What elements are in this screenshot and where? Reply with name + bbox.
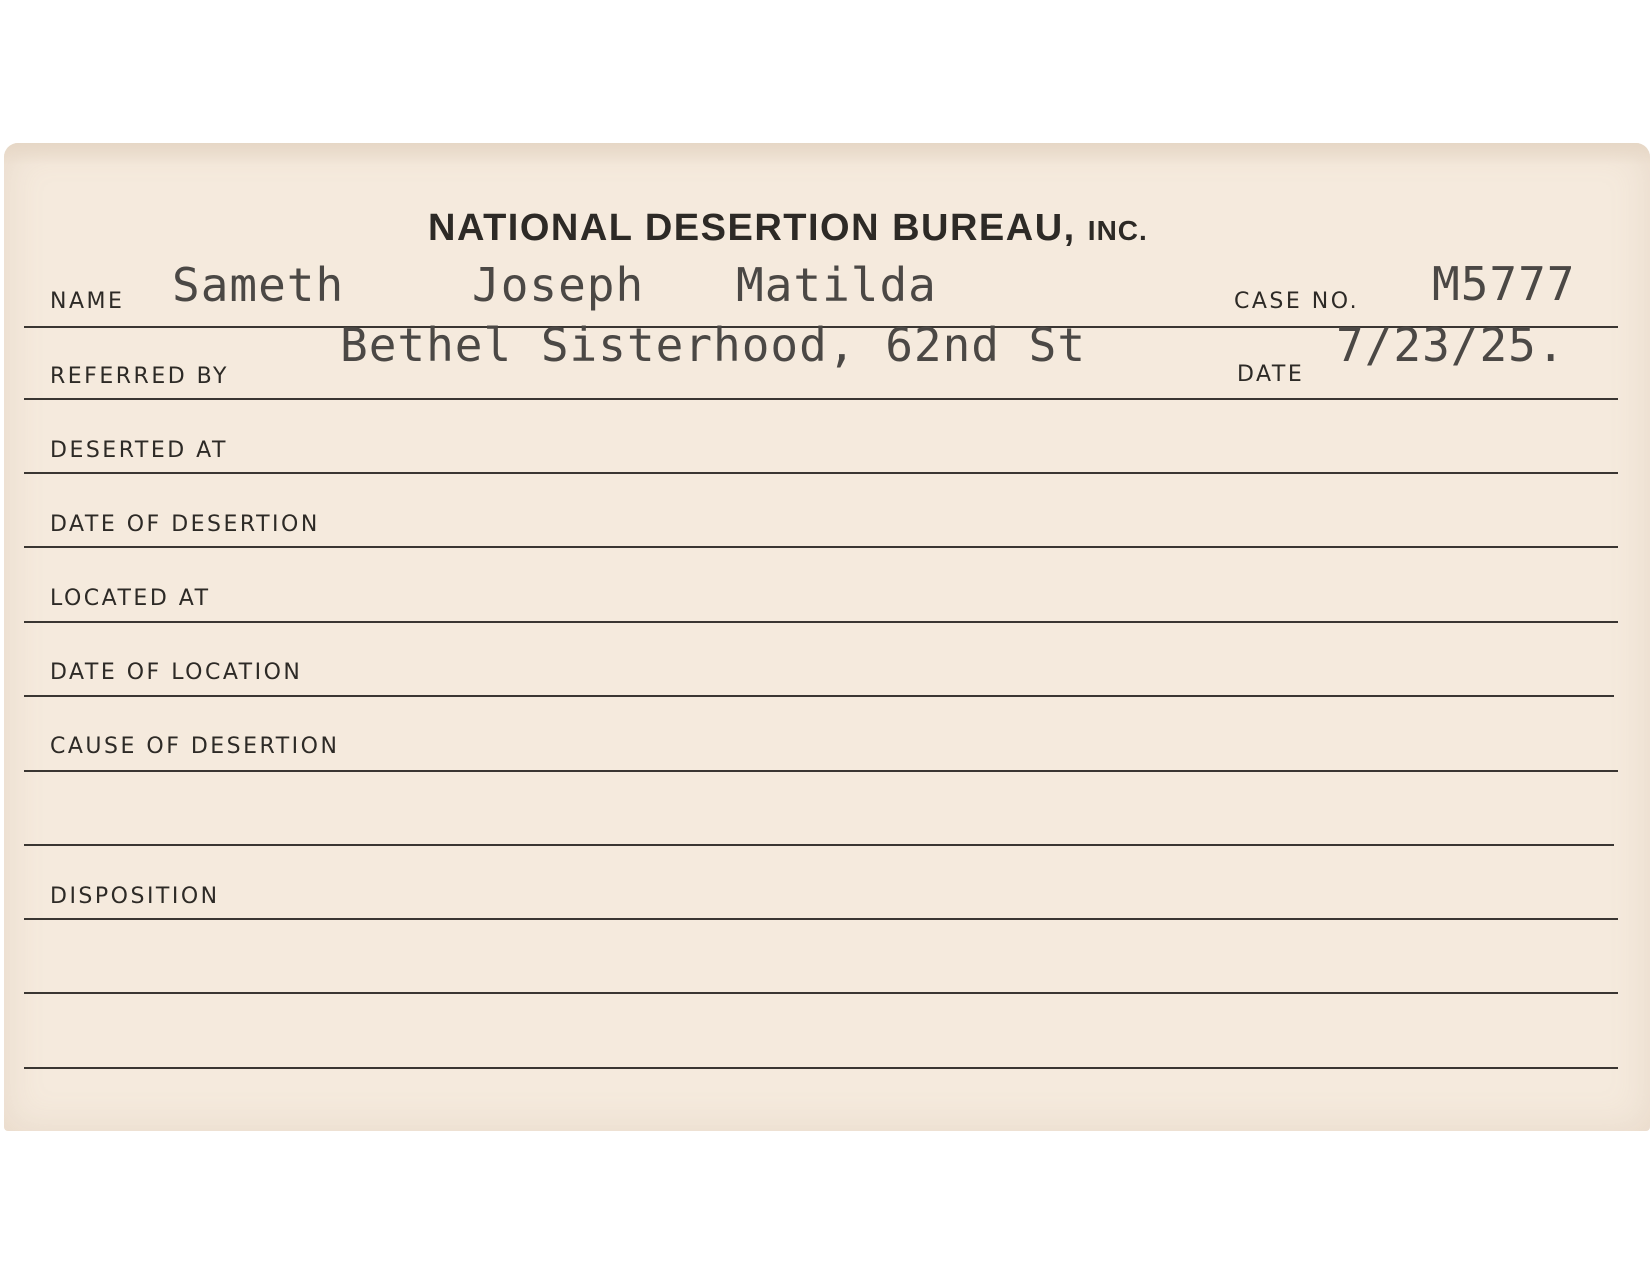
name-first-value: Joseph	[472, 258, 645, 312]
referred-by-label: REFERRED BY	[50, 364, 229, 389]
disposition-line-3	[24, 1067, 1618, 1069]
located-at-label: LOCATED AT	[50, 586, 211, 611]
deserted-at-line	[24, 472, 1618, 474]
name-label: NAME	[50, 289, 125, 314]
located-at-line	[24, 621, 1618, 623]
bureau-title-suffix: INC.	[1087, 215, 1148, 246]
name-spouse-value: Matilda	[736, 258, 937, 312]
date-of-location-label: DATE OF LOCATION	[50, 660, 303, 685]
date-label: DATE	[1237, 362, 1305, 387]
cause-of-desertion-line-2	[24, 844, 1614, 846]
date-of-desertion-line	[24, 546, 1618, 548]
referred-by-line	[24, 398, 1618, 400]
date-value: 7/23/25.	[1336, 318, 1566, 372]
name-last-value: Sameth	[172, 258, 345, 312]
disposition-line-2	[24, 992, 1618, 994]
bureau-heading	[428, 207, 1148, 250]
bureau-title: NATIONAL DESERTION BUREAU,	[428, 207, 1076, 249]
deserted-at-label: DESERTED AT	[50, 438, 228, 463]
date-of-desertion-label: DATE OF DESERTION	[50, 512, 320, 537]
cause-of-desertion-label: CAUSE OF DESERTION	[50, 734, 340, 759]
card-edge	[4, 143, 1650, 165]
referred-by-value: Bethel Sisterhood, 62nd St	[340, 318, 1087, 372]
case-no-value: M5777	[1432, 257, 1576, 311]
disposition-line	[24, 918, 1618, 920]
cause-of-desertion-line	[24, 770, 1618, 772]
case-no-label: CASE NO.	[1234, 289, 1360, 314]
date-of-location-line	[24, 695, 1614, 697]
disposition-label: DISPOSITION	[50, 884, 220, 909]
